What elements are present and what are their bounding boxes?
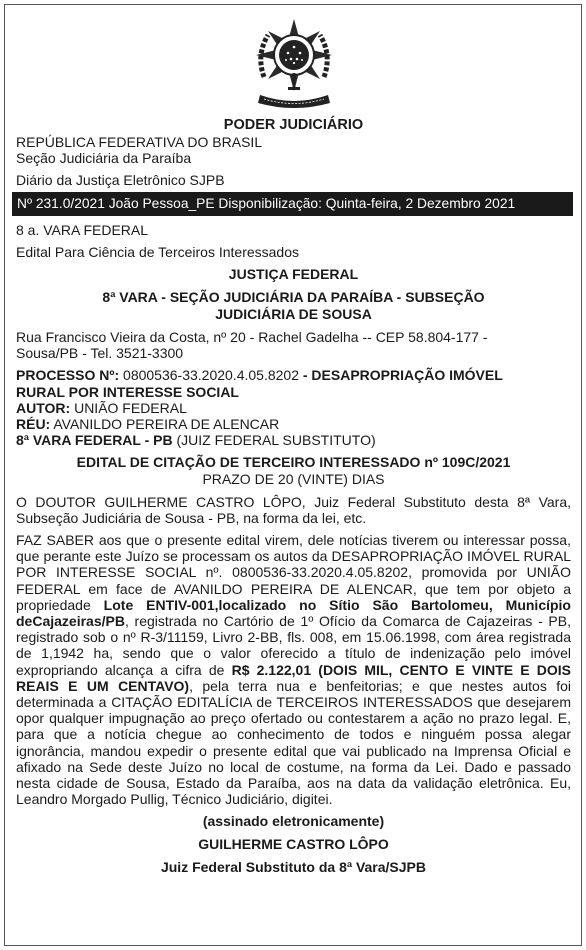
vara-title-line-1: 8ª VARA - SEÇÃO JUDICIÁRIA DA PARAÍBA - SUBSEÇÃO [102,289,485,305]
secao-line: Seção Judiciária da Paraíba [16,150,192,166]
diario-line: Diário da Justiça Eletrônico SJPB [16,172,225,188]
signed-electronically: (assinado eletronicamente) [202,813,385,830]
body-text-3: , pela terra nua e benfeitorias; e que nestes autos foi determinada a CITAÇÃO EDITALÍCIA de TERCEIROS INTERESSADOS que desejarem opor qualquer impugnação ao preço ofertado ou contestarem a ação no prazo legal. E, para que a notícia chegue ao conhecimento de todos e ninguém possa alegar ignorância, mandou expedir o presente edital que vai publicado na Imprensa Oficial e afixado na Sede deste Juízo no local de costume, na forma da Lei. Dado e passado nesta cidade de Sousa, Estado da Paraíba, aos na data da validação eletrônica. Eu, Leandro Morgado Pullig, Técnico Judiciário, digitei. [16,677,571,808]
property-description: Lote ENTIV-001,localizado no Sítio São Bartolomeu, Município deCajazeiras/PB [16,596,571,630]
vara-line: 8 a. VARA FEDERAL [16,222,149,238]
processo-action-1: - DESAPROPRIAÇÃO IMÓVEL [302,367,503,384]
vara-title-line-2: JUDICIÁRIA DE SOUSA [215,306,372,322]
intro-paragraph: O DOUTOR GUILHERME CASTRO LÔPO, Juiz Federal Substituto desta 8ª Vara, Subseção Judiciária de Sousa - PB, na forma da lei, etc. [16,493,571,526]
signer-title: Juiz Federal Substituto da 8ª Vara/SJPB [160,859,427,876]
republica-line: REPÚBLICA FEDERATIVA DO BRASIL [16,134,263,150]
indemnity-value: R$ 2.122,01 (DOIS MIL, CENTO E VINTE E DOIS REAIS E UM CENTAVO) [16,661,571,694]
edital-type-line: Edital Para Ciência de Terceiros Interessados [16,244,300,260]
justica-federal-heading: JUSTIÇA FEDERAL [228,266,359,282]
autor-value: UNIÃO FEDERAL [70,399,187,416]
address-line-2: Sousa/PB - Tel. 3521-3300 [16,345,184,362]
address-line-1: Rua Francisco Vieira da Costa, nº 20 - Rachel Gadelha -- CEP 58.804-177 - [16,329,488,345]
processo-number: 0800536-33.2020.4.05.8202 [119,367,303,384]
document-page [4,4,582,946]
juizo-value: (JUIZ FEDERAL SUBSTITUTO) [172,432,376,449]
processo-label: PROCESSO Nº: [16,367,120,384]
autor-label: AUTOR: [16,399,71,416]
juizo-label: 8ª VARA FEDERAL - PB [16,432,173,449]
body-text-1: FAZ SABER aos que o presente edital virem, dele notícias tiverem ou interessar possa, que perante este Juízo se processam os autos da DESAPROPRIAÇÃO IMÓVEL RURAL POR INTERESSE SOCIAL nº. 0800536-33.2020.4.05.8202, promovida por UNIÃO FEDERAL em face de AVANILDO PEREIRA DE ALENCAR, que tem por objeto a propriedade [16,532,571,613]
autor-line [16,400,571,416]
reu-label: RÉU: [16,416,51,433]
edition-info-bar: Nº 231.0/2021 João Pessoa_PE Disponibilização: Quinta-feira, 2 Dezembro 2021 [12,192,573,216]
poder-judiciario-heading: PODER JUDICIÁRIO [223,117,364,133]
processo-action-2: RURAL POR INTERESSE SOCIAL [16,383,239,400]
body-paragraph [16,532,571,807]
edital-title: EDITAL DE CITAÇÃO DE TERCEIRO INTERESSADO nº 109C/2021 [76,454,511,471]
juizo-line [16,432,571,448]
processo-line [16,367,571,383]
prazo-line: PRAZO DE 20 (VINTE) DIAS [202,471,385,488]
reu-value: AVANILDO PEREIRA DE ALENCAR [50,416,280,433]
body-text-2: , registrada no Cartório de 1º Ofício da Comarca de Cajazeiras - PB, registrado sob o nº R-3/11159, Livro 2-BB, fls. 008, em 15.06.1998, com área registrada de 1,1942 ha, sendo que o valor oferecido a título de indenização pelo imóvel expropriando alcança a cifra de [16,613,571,678]
brazil-coat-of-arms-seal [250,15,338,111]
signer-name: GUILHERME CASTRO LÔPO [198,836,389,853]
processo-action-line-2 [16,384,571,400]
reu-line [16,416,571,432]
